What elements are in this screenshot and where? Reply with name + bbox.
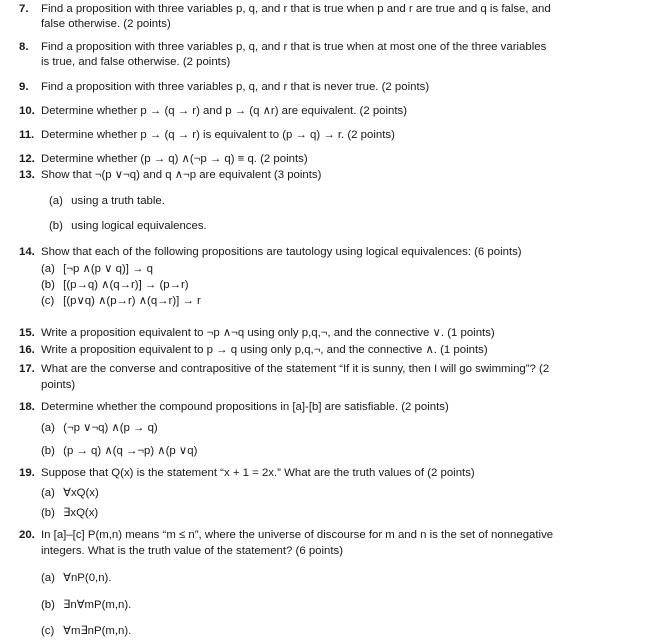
question-number: 15. [19, 327, 35, 339]
question-text: Find a proposition with three variables p, q, and r that is true when at most one of the three variables [41, 41, 547, 53]
subpart-item [41, 262, 153, 276]
subpart-label: (b) [41, 599, 55, 611]
subpart-item [41, 598, 131, 612]
subpart-item [41, 624, 131, 638]
question-text: Find a proposition with three variables p, q, and r that is never true. (2 points) [41, 81, 430, 93]
subpart-label: (a) [41, 422, 55, 434]
subpart-label: (a) [41, 487, 55, 499]
question-text: Show that each of the following propositions are tautology using logical equivalences: (6 points) [41, 246, 522, 258]
question-number: 8. [19, 41, 29, 53]
subpart-text: [(p→q) ∧(q→r)] → (p→r) [63, 279, 189, 291]
subpart-label: (b) [41, 507, 55, 519]
question-text: Determine whether the compound propositions in [a]-[b] are satisfiable. (2 points) [41, 401, 449, 413]
question-number: 20. [19, 529, 35, 541]
subpart-text: [(p∨q) ∧(p→r) ∧(q→r)] → r [63, 295, 201, 307]
question-text: points) [41, 379, 76, 391]
question-text: Determine whether p → (q → r) and p → (q ∧r) are equivalent. (2 points) [41, 105, 408, 117]
subpart-item [41, 444, 197, 458]
question-text: What are the converse and contrapositive of the statement “If it is sunny, then I will go swimming”? (2 [41, 363, 550, 375]
subpart-item [49, 219, 207, 233]
question-text: integers. What is the truth value of the statement? (6 points) [41, 545, 344, 557]
subpart-label: (c) [41, 625, 55, 637]
question-number: 11. [19, 129, 35, 141]
subpart-label: (a) [41, 572, 55, 584]
question-text: Determine whether p → (q → r) is equivalent to (p → q) → r. (2 points) [41, 129, 395, 141]
subpart-item [41, 278, 189, 292]
question-text: Write a proposition equivalent to p → q using only p,q,¬, and the connective ∧. (1 points) [41, 344, 488, 356]
question-text: Suppose that Q(x) is the statement “x + 1 = 2x.” What are the truth values of (2 points) [41, 467, 475, 479]
subpart-text: ∀xQ(x) [63, 487, 99, 499]
question-number: 12. [19, 153, 35, 165]
subpart-text: (p → q) ∧(q →¬p) ∧(p ∨q) [63, 445, 198, 457]
question-text: false otherwise. (2 points) [41, 18, 171, 30]
subpart-text: using logical equivalences. [71, 220, 207, 232]
question-number: 16. [19, 344, 35, 356]
question-text: Show that ¬(p ∨¬q) and q ∧¬p are equivalent (3 points) [41, 169, 322, 181]
subpart-text: ∀nP(0,n). [63, 572, 112, 584]
question-number: 17. [19, 363, 35, 375]
subpart-label: (c) [41, 295, 55, 307]
question-text: Write a proposition equivalent to ¬p ∧¬q using only p,q,¬, and the connective ∨. (1 points) [41, 327, 495, 339]
question-number: 9. [19, 81, 29, 93]
subpart-item [41, 571, 111, 585]
question-text: is true, and false otherwise. (2 points) [41, 56, 231, 68]
question-number: 19. [19, 467, 35, 479]
subpart-text: ∃xQ(x) [63, 507, 99, 519]
subpart-item [41, 486, 99, 500]
subpart-label: (a) [41, 263, 55, 275]
question-number: 10. [19, 105, 35, 117]
subpart-item [41, 294, 201, 308]
subpart-item [41, 421, 158, 435]
question-number: 18. [19, 401, 35, 413]
subpart-label: (b) [41, 279, 55, 291]
subpart-item [41, 506, 98, 520]
question-number: 13. [19, 169, 35, 181]
subpart-text: using a truth table. [71, 195, 165, 207]
question-number: 7. [19, 3, 29, 15]
subpart-item [49, 194, 165, 208]
subpart-label: (b) [49, 220, 63, 232]
question-text: Find a proposition with three variables p, q, and r that is true when p and r are true and q is false, and [41, 3, 551, 15]
subpart-text: ∀m∃nP(m,n). [63, 625, 132, 637]
subpart-text: [¬p ∧(p ∨ q)] → q [63, 263, 153, 275]
subpart-text: (¬p ∨¬q) ∧(p → q) [63, 422, 158, 434]
subpart-text: ∃n∀mP(m,n). [63, 599, 132, 611]
question-number: 14. [19, 246, 35, 258]
subpart-label: (b) [41, 445, 55, 457]
question-text: In [a]–[c] P(m,n) means “m ≤ n”, where the universe of discourse for m and n is the set of nonnegative [41, 529, 554, 541]
question-text: Determine whether (p → q) ∧(¬p → q) ≡ q. (2 points) [41, 153, 308, 165]
subpart-label: (a) [49, 195, 63, 207]
